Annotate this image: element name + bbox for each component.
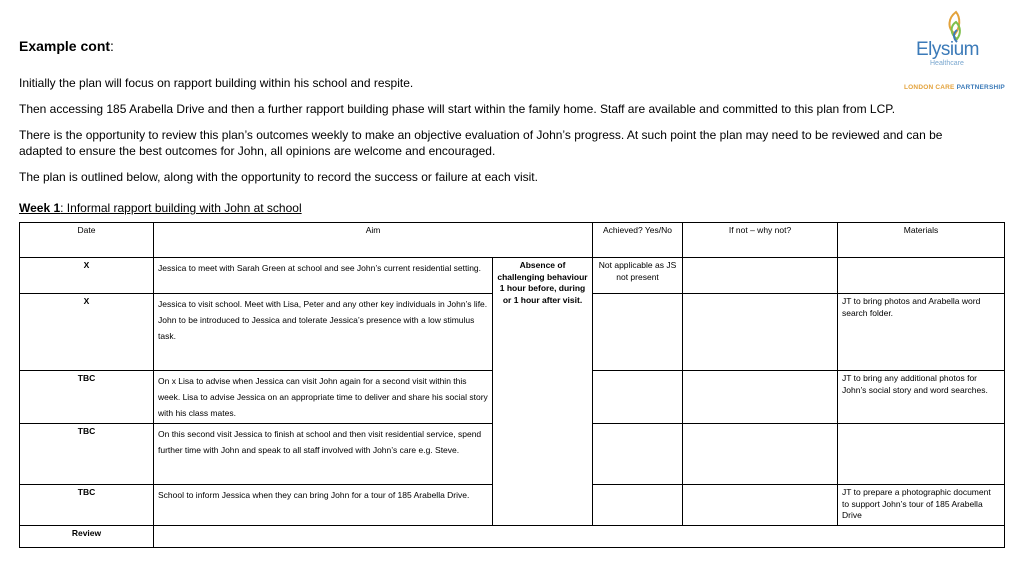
partnership-label: [904, 84, 1005, 91]
row-materials: [838, 424, 1005, 485]
paragraph-1: Initially the plan will focus on rapport building within his school and respite.: [19, 76, 414, 90]
row-achieved: Not applicable as JS not present: [593, 258, 683, 294]
paragraph-3: There is the opportunity to review this plan’s outcomes weekly to make an objective evaluation of John’s progress. At such point the plan may need to be reviewed and can be adapted to ensure the best outcomes for John, all opinions are welcome and encouraged.: [19, 128, 943, 158]
row-aim: Jessica to visit school. Meet with Lisa, Peter and any other key individuals in John’s life. John to be introduced to Jessica and tolerate Jessica’s presence with a low stimulus task.: [154, 294, 493, 371]
week-description: : Informal rapport building with John at school: [60, 201, 302, 215]
row-achieved: [593, 424, 683, 485]
row-aim: On x Lisa to advise when Jessica can visit John again for a second visit within this week. Lisa to advise Jessica on an appropriate time to deliver and share his social story with his class mates.: [154, 371, 493, 424]
header-aim: Aim: [154, 223, 593, 258]
logo-subtitle: Healthcare: [930, 60, 964, 67]
week-label: Week 1: [19, 201, 61, 215]
table-row: [20, 258, 1005, 294]
header-if-not: If not – why not?: [683, 223, 838, 258]
row-if-not: [683, 424, 838, 485]
review-cell: [154, 526, 1005, 548]
row-date: X: [20, 294, 154, 371]
row-aim: Jessica to meet with Sarah Green at school and see John’s current residential setting.: [154, 258, 493, 294]
page-heading: [19, 38, 114, 54]
row-date: TBC: [20, 485, 154, 526]
row-date: TBC: [20, 371, 154, 424]
row-if-not: [683, 258, 838, 294]
row-if-not: [683, 485, 838, 526]
header-materials: Materials: [838, 223, 1005, 258]
header-date: Date: [20, 223, 154, 258]
row-if-not: [683, 294, 838, 371]
week-heading: [19, 201, 302, 215]
row-date: TBC: [20, 424, 154, 485]
partnership-part-b: PARTNERSHIP: [956, 84, 1005, 91]
row-achieved: [593, 371, 683, 424]
row-date: X: [20, 258, 154, 294]
row-achieved: [593, 485, 683, 526]
review-label: Review: [20, 526, 154, 548]
review-row: [20, 526, 1005, 548]
row-materials: JT to bring photos and Arabella word search folder.: [838, 294, 1005, 371]
row-materials: JT to prepare a photographic document to support John’s tour of 185 Arabella Drive: [838, 485, 1005, 526]
row-achieved: [593, 294, 683, 371]
table-header-row: [20, 223, 1005, 258]
logo-name: Elysium: [916, 39, 980, 60]
heading-colon: :: [110, 38, 114, 54]
elysium-logo: [900, 8, 1012, 94]
plan-table: [19, 222, 1005, 548]
paragraph-4: The plan is outlined below, along with the opportunity to record the success or failure at each visit.: [19, 170, 538, 184]
paragraph-2: Then accessing 185 Arabella Drive and then a further rapport building phase will start within the family home. Staff are available and committed to this plan from LCP.: [19, 102, 896, 116]
row-materials: [838, 258, 1005, 294]
row-aim: On this second visit Jessica to finish at school and then visit residential service, spend further time with John and speak to all staff involved with John’s care e.g. Steve.: [154, 424, 493, 485]
partnership-part-a: LONDON CARE: [904, 84, 957, 91]
outcome-cell: Absence of challenging behaviour 1 hour before, during or 1 hour after visit.: [493, 258, 593, 526]
row-materials: JT to bring any additional photos for John’s social story and word searches.: [838, 371, 1005, 424]
header-achieved: Achieved? Yes/No: [593, 223, 683, 258]
row-if-not: [683, 371, 838, 424]
row-aim: School to inform Jessica when they can bring John for a tour of 185 Arabella Drive.: [154, 485, 493, 526]
heading-bold: Example cont: [19, 38, 111, 54]
